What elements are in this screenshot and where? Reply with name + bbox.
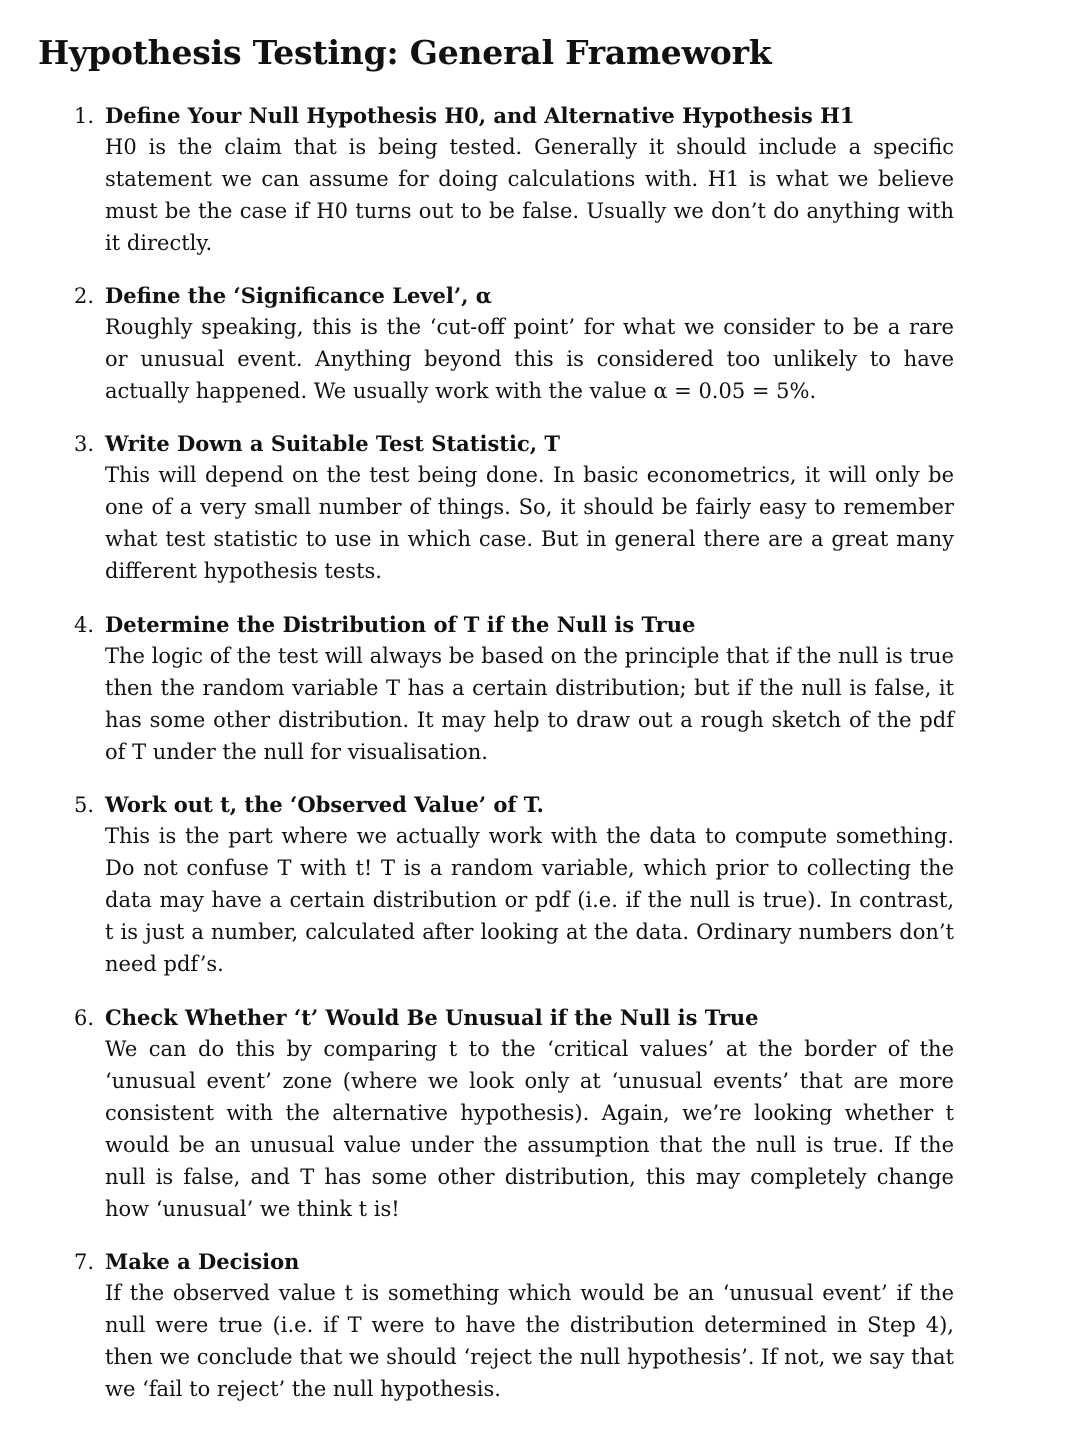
step-6	[62, 1002, 954, 1225]
page-title: Hypothesis Testing: General Framework	[38, 33, 772, 72]
step-heading: Determine the Distribution of T if the Null is True	[105, 612, 696, 637]
step-1	[62, 100, 954, 260]
step-2	[62, 280, 954, 408]
step-number: 4.	[73, 613, 94, 637]
step-number: 1.	[73, 104, 94, 128]
step-body: H0 is the claim that is being tested. Generally it should include a specific statement we can assume for doing calculations with. H1 is what we believe must be the case if H0 turns out to be false. Usually we don’t do anything with it directly.	[105, 135, 954, 255]
step-number: 3.	[73, 432, 94, 456]
step-number: 6.	[73, 1006, 94, 1030]
step-heading: Define Your Null Hypothesis H0, and Alternative Hypothesis H1	[105, 103, 855, 128]
step-number: 2.	[73, 284, 94, 308]
step-heading: Work out t, the ‘Observed Value’ of T.	[105, 792, 544, 817]
step-body: This is the part where we actually work with the data to compute something. Do not confuse T with t! T is a random variable, which prior to collecting the data may have a certain distribution or pdf (i.e. if the null is true). In contrast, t is just a number, calculated after looking at the data. Ordinary numbers don’t need pdf’s.	[105, 824, 954, 976]
step-4	[62, 609, 954, 769]
step-number: 5.	[73, 793, 94, 817]
step-3	[62, 428, 954, 588]
step-7	[62, 1246, 954, 1406]
step-body: If the observed value t is something which would be an ‘unusual event’ if the null were true (i.e. if T were to have the distribution determined in Step 4), then we conclude that we should ‘reject the null hypothesis’. If not, we say that we ‘fail to reject’ the null hypothesis.	[105, 1281, 954, 1401]
step-body: The logic of the test will always be based on the principle that if the null is true then the random variable T has a certain distribution; but if the null is false, it has some other distribution. It may help to draw out a rough sketch of the pdf of T under the null for visualisation.	[105, 644, 954, 764]
step-heading: Define the ‘Significance Level’, α	[105, 283, 492, 308]
step-number: 7.	[73, 1250, 94, 1274]
step-heading: Write Down a Suitable Test Statistic, T	[105, 431, 560, 456]
step-heading: Make a Decision	[105, 1249, 300, 1274]
step-5	[62, 789, 954, 981]
step-body: This will depend on the test being done. In basic econometrics, it will only be one of a very small number of things. So, it should be fairly easy to remember what test statistic to use in which case. But in general there are a great many different hypothesis tests.	[105, 463, 954, 583]
step-body: Roughly speaking, this is the ‘cut-off point’ for what we consider to be a rare or unusual event. Anything beyond this is considered too unlikely to have actually happened. We usually work with the value α = 0.05 = 5%.	[105, 315, 954, 403]
step-heading: Check Whether ‘t’ Would Be Unusual if the Null is True	[105, 1005, 759, 1030]
step-body: We can do this by comparing t to the ‘critical values’ at the border of the ‘unusual event’ zone (where we look only at ‘unusual events’ that are more consistent with the alternative hypothesis). Again, we’re looking whether t would be an unusual value under the assumption that the null is true. If the null is false, and T has some other distribution, this may completely change how ‘unusual’ we think t is!	[105, 1037, 954, 1221]
